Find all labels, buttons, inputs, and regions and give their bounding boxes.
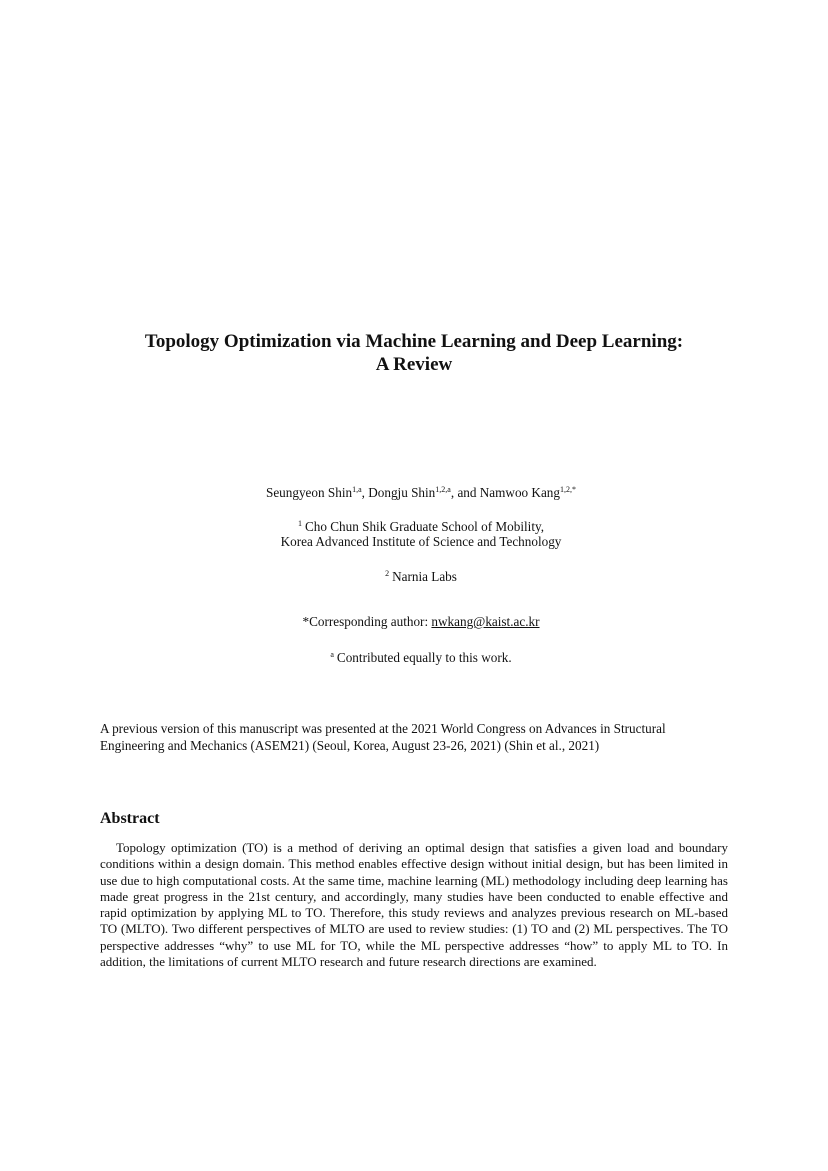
paper-title-line-2: A Review	[375, 354, 453, 375]
equal-contribution-note	[7, 647, 828, 666]
author-name: Seungyeon Shin	[265, 485, 353, 500]
abstract-body: Topology optimization (TO) is a method of deriving an optimal design that satisfies a given load and boundary conditions within a design domain. This method enables effective design without initial design, but has been limited in use due to high computational costs. At the same time, machine learning (ML) methodology including deep learning has made great progress in the 21st century, and accordingly, many studies have been conducted to enable effective and rapid optimization by applying ML to TO. Therefore, this study reviews and analyzes previous research on ML-based TO (MLTO). Two different perspectives of MLTO are used to review studies: (1) TO and (2) ML perspectives. The TO perspective addresses “why” to use ML for TO, while the ML perspective addresses “how” to apply ML to TO. In addition, the limitations of current MLTO research and future research directions are examined.	[100, 840, 728, 970]
contribution-marker: a	[330, 650, 334, 659]
affiliation-1-line-1	[7, 516, 828, 535]
affiliation-2-text: Narnia Labs	[392, 569, 457, 584]
corresponding-author	[7, 614, 828, 630]
author-list	[7, 485, 828, 501]
author-name: Dongju Shin	[368, 485, 436, 500]
author-affiliation-marker: 1,2,a	[435, 485, 451, 494]
author-affiliation-marker: 1,2,*	[560, 485, 576, 494]
affiliation-1-marker: 1	[297, 519, 302, 528]
affiliation-1-line-2: Korea Advanced Institute of Science and Technology	[280, 534, 562, 549]
author-name: Namwoo Kang	[479, 485, 560, 500]
contribution-text: Contributed equally to this work.	[336, 650, 512, 665]
author-separator: ,	[361, 485, 369, 500]
email-link[interactable]: nwkang@kaist.ac.kr	[431, 614, 540, 629]
paper-title-line-1: Topology Optimization via Machine Learning and Deep Learning:	[144, 331, 684, 352]
author-separator: , and	[450, 485, 480, 500]
affiliation-2	[7, 566, 828, 585]
abstract-heading: Abstract	[100, 810, 160, 827]
affiliation-1-text: Cho Chun Shik Graduate School of Mobility,	[304, 519, 545, 534]
affiliation-2-marker: 2	[385, 569, 390, 578]
corresponding-author-label: *Corresponding author:	[302, 614, 432, 629]
previous-version-note: A previous version of this manuscript was presented at the 2021 World Congress on Advances in Structural Engineering and Mechanics (ASEM21) (Seoul, Korea, August 23-26, 2021) (Shin et al., 2021)	[100, 721, 666, 753]
author-affiliation-marker: 1,a	[352, 485, 362, 494]
